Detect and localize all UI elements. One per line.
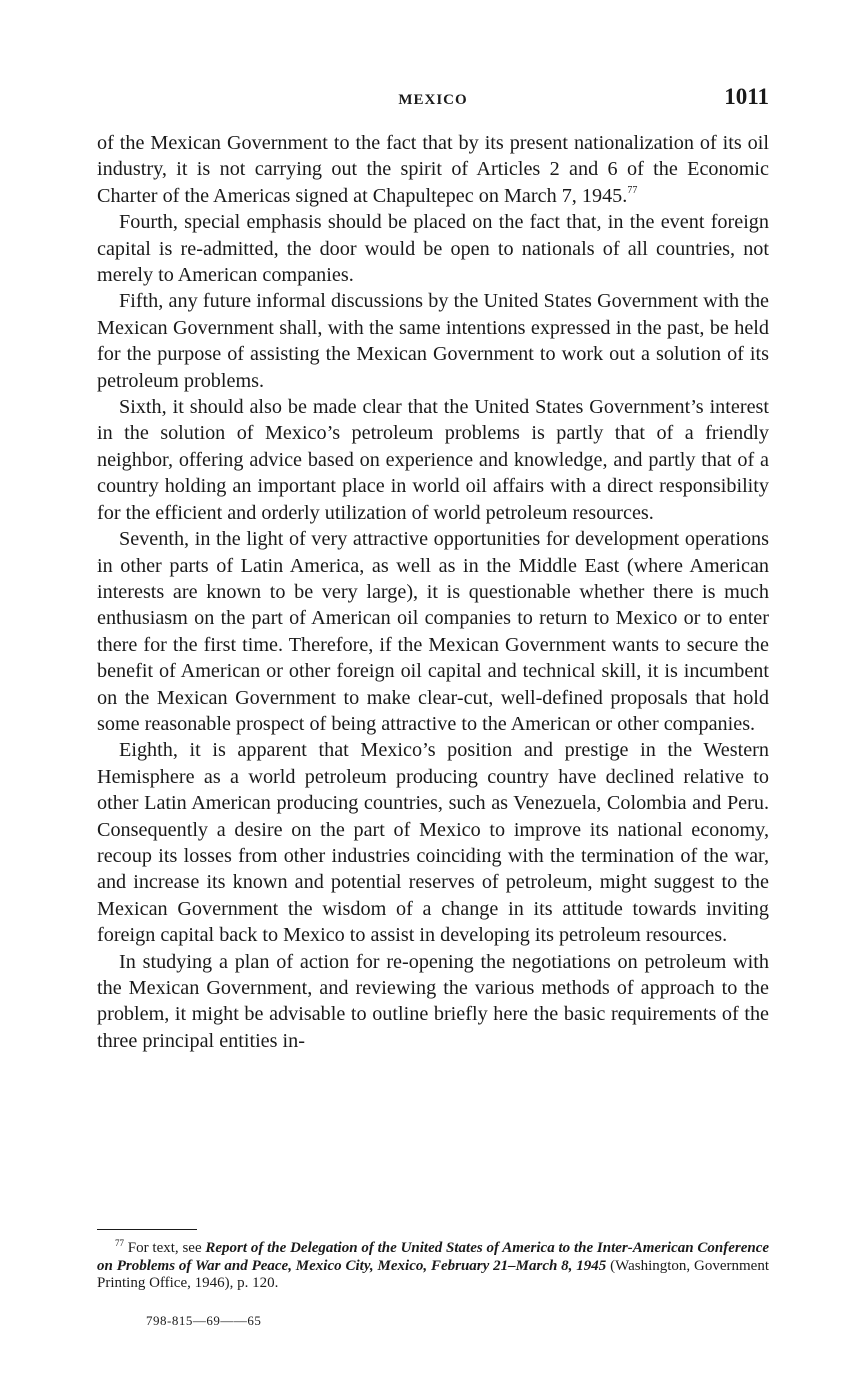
paragraph-seventh: Seventh, in the light of very attractive opportunities for development operations in other parts of Latin America, as well as in the Middle East (where American interests are known to be very large), it is questionable whether there is much enthusiasm on the part of American oil companies to return to Mexico or to enter there for the first time. Therefore, if the Mexican Government wants to secure the benefit of American or other foreign oil capital and technical skill, it is incumbent on the Mexican Government to make clear-cut, well-defined proposals that hold some reasonable prospect of being attractive to the American or other companies. (97, 528, 769, 735)
running-head: MEXICO (398, 92, 468, 108)
footnote (97, 1240, 769, 1293)
footnote-prefix: For text, see (127, 1240, 206, 1256)
paragraph-eighth: Eighth, it is apparent that Mexico’s position and prestige in the Western Hemisphere as a world petroleum producing country have declined relative to other Latin American producing countries, such as Venezuela, Colombia and Peru. Consequently a desire on the part of Mexico to improve its national economy, recoup its losses from other industries coinciding with the termination of the war, and increase its known and potential reserves of petroleum, might suggest to the Mexican Government the wisdom of a change in its attitude towards inviting foreign capital back to Mexico to assist in developing its petroleum resources. (97, 739, 769, 947)
footnote-mark: 77 (115, 1238, 124, 1248)
body-text (97, 130, 769, 1054)
paragraph-continued (97, 130, 769, 209)
paragraph-sixth: Sixth, it should also be made clear that the United States Government’s interest in the solution of Mexico’s petroleum problems is partly that of a friendly neighbor, offering advice based on experience and knowledge, and partly that of a country holding an important place in world oil affairs with a direct responsibility for the efficient and orderly utilization of world petroleum resources. (97, 396, 769, 524)
page-header (97, 84, 769, 116)
printer-code: 798-815—69——65 (146, 1313, 262, 1328)
footnote-suffix: (Washington, Government Printing Office, 1946), p. 120. (97, 1257, 769, 1291)
paragraph-plan-of-action: In studying a plan of action for re-opening the negotiations on petroleum with the Mexican Government, and reviewing the various methods of approach to the problem, it might be advisable to outline briefly here the basic requirements of the three principal entities in- (97, 950, 769, 1052)
paragraph-text: of the Mexican Government to the fact that by its present nationalization of its oil industry, it is not carrying out the spirit of Articles 2 and 6 of the Economic Charter of the Americas signed at Chapultepec on March 7, 1945. (97, 132, 769, 207)
footnote-divider (97, 1229, 197, 1230)
page-number: 1011 (724, 84, 769, 109)
paragraph-fifth: Fifth, any future informal discussions by the United States Government with the Mexican Government shall, with the same intentions expressed in the past, be held for the purpose of assisting the Mexican Government to work out a solution of its petroleum problems. (97, 290, 769, 392)
footnote-reference: 77 (627, 184, 638, 196)
footnote-title: Report of the Delegation of the United States of America to the Inter-American Conference on Problems of War and Peace, Mexico City, Mexico, February 21–March 8, 1945 (97, 1240, 770, 1274)
paragraph-fourth: Fourth, special emphasis should be placed on the fact that, in the event foreign capital is re-admitted, the door would be open to nationals of all countries, not merely to American companies. (97, 211, 769, 287)
